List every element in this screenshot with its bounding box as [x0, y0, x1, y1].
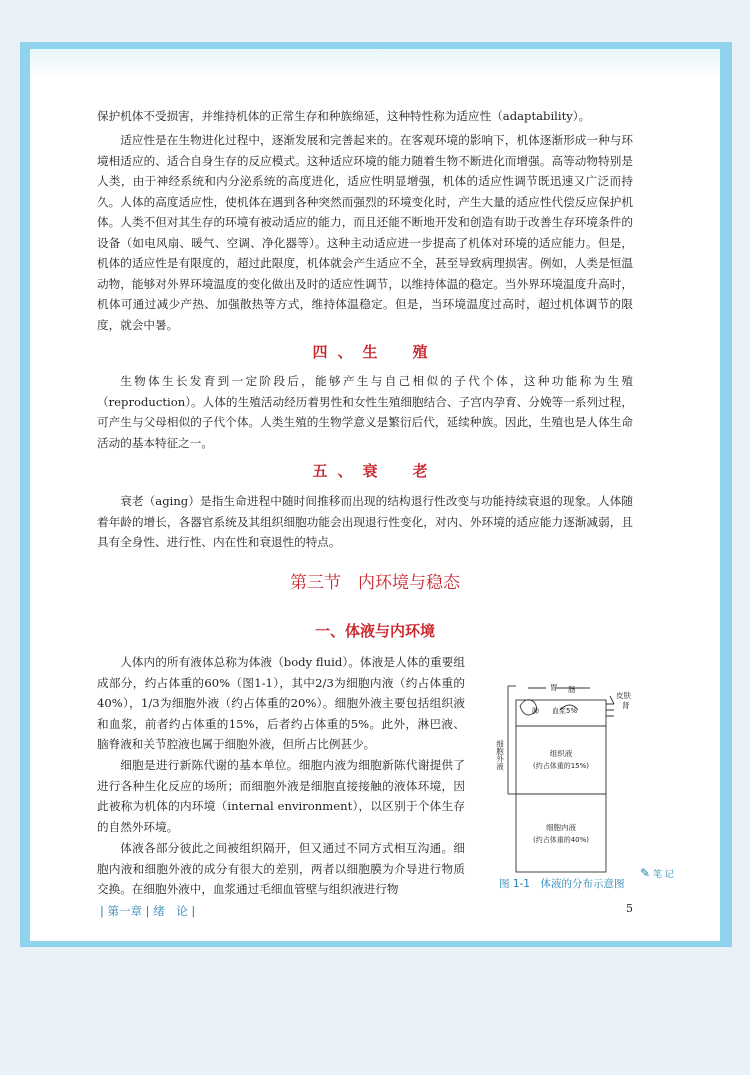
section-title: 第三节 内环境与稳态 [290, 573, 460, 593]
heading-reproduction: 四、生 殖 [312, 343, 438, 361]
figure-caption: 图 1-1 体液的分布示意图 [499, 878, 625, 890]
body-fluid-diagram [495, 680, 638, 875]
paragraph-adaptability-intro: 保护机体不受损害，并维持机体的正常生存和种族绵延，这种特性称为适应性（adaptability）。 [97, 109, 591, 123]
paragraph-adaptability: 适应性是在生物进化过程中，逐渐发展和完善起来的。在客观环境的影响下，机体逐渐形成一种与环境相适应的、适合自身生存的反应模式。这种适应环境的能力随着生物不断进化而增强。高等动物特别是人类，由于神经系统和内分泌系统的高度进化，适应性明显增强，机体的适应性调节既迅速又广泛而持久。人体的高度适应性，使机体在遇到各种突然而强烈的环境变化时，产生大量的适应性代偿反应保护机体。人类不但对其生存的环境有被动适应的能力，而且还能不断地开发和创造有助于改善生存环境条件的设备（如电风扇、暖气、空调、净化器等）。这种主动适应进一步提高了机体对环境的适应能力。但是，机体的适应性是有限度的，超过此限度，机体就会产生适应不全，甚至导致病理损害。例如，人类是恒温动物，能够对外界环境温度的变化做出及时的适应性调节，以维持体温的稳定。当外界环境温度升高时，机体可通过减少产热、加强散热等方式，维持体温稳定。但是，当环境温度过高时，超过机体调节的限度，就会中暑。 [97, 133, 633, 332]
heading-aging: 五、衰 老 [312, 462, 438, 480]
label-stomach: 胃 [550, 683, 558, 692]
label-tissue-fluid-percent: (约占体重的15%) [532, 762, 590, 770]
top-band [30, 49, 720, 77]
label-skin: 皮肤 [616, 691, 631, 700]
label-intracellular: 细胞内液 [546, 823, 576, 832]
paragraph-fluid-exchange: 体液各部分彼此之间被组织隔开，但又通过不同方式相互沟通。细胞内液和细胞外液的成分有很大的差别，两者以细胞膜为介导进行物质交换。在细胞外液中，血浆通过毛细血管壁与组织液进行物 [97, 841, 465, 896]
label-lung: 肺 [532, 707, 539, 715]
pen-icon: ✎ [640, 866, 651, 880]
subsection-title: 一、体液与内环境 [314, 622, 435, 640]
page-number: 5 [626, 902, 633, 915]
paragraph-internal-environment: 细胞是进行新陈代谢的基本单位。细胞内液为细胞新陈代谢提供了进行各种生化反应的场所；而细胞外液是细胞直接接触的液体环境，因此被称为机体的内环境（internal environment），以区别于个体生存的自然外环境。 [97, 758, 465, 834]
paragraph-body-fluid: 人体内的所有液体总称为体液（body fluid）。体液是人体的重要组成部分，约占体重的60%（图1-1），其中2/3为细胞内液（约占体重的40%），1/3为细胞外液（约占体重的20%）。细胞外液主要包括组织液和血浆，前者约占体重的15%，后者约占体重的5%。此外，淋巴液、脑脊液和关节腔液也属于细胞外液，但所占比例甚少。 [97, 655, 465, 751]
paragraph-reproduction: 生物体生长发育到一定阶段后，能够产生与自己相似的子代个体，这种功能称为生殖（reproduction）。人体的生殖活动经历着男性和女性生殖细胞结合、子宫内孕育、分娩等一系列过程，可产生与父母相似的子代个体。人类生殖的生物学意义是繁衍后代，延续种族。因此，生殖也是人体生命活动的基本特征之一。 [97, 374, 633, 450]
chapter-footer: | 第一章 | 绪 论 | [100, 904, 196, 918]
paragraph-aging: 衰老（aging）是指生命进程中随时间推移而出现的结构退行性改变与功能持续衰退的现象。人体随着年龄的增长，各器官系统及其组织细胞功能会出现退行性变化，对内、外环境的适应能力逐渐减弱，且具有全身性、进行性、内在性和衰退性的特点。 [97, 494, 633, 549]
label-tissue-fluid: 组织液 [549, 749, 573, 758]
label-extracellular: 细胞外液 [495, 740, 505, 770]
label-intracellular-percent: (约占体重的40%) [532, 836, 590, 844]
label-plasma: 血浆5% [552, 707, 578, 715]
label-intestine: 肠 [568, 685, 576, 694]
notes-label [640, 866, 674, 880]
label-kidney: 肾 [622, 701, 630, 710]
notes-text: 笔 记 [652, 870, 674, 880]
